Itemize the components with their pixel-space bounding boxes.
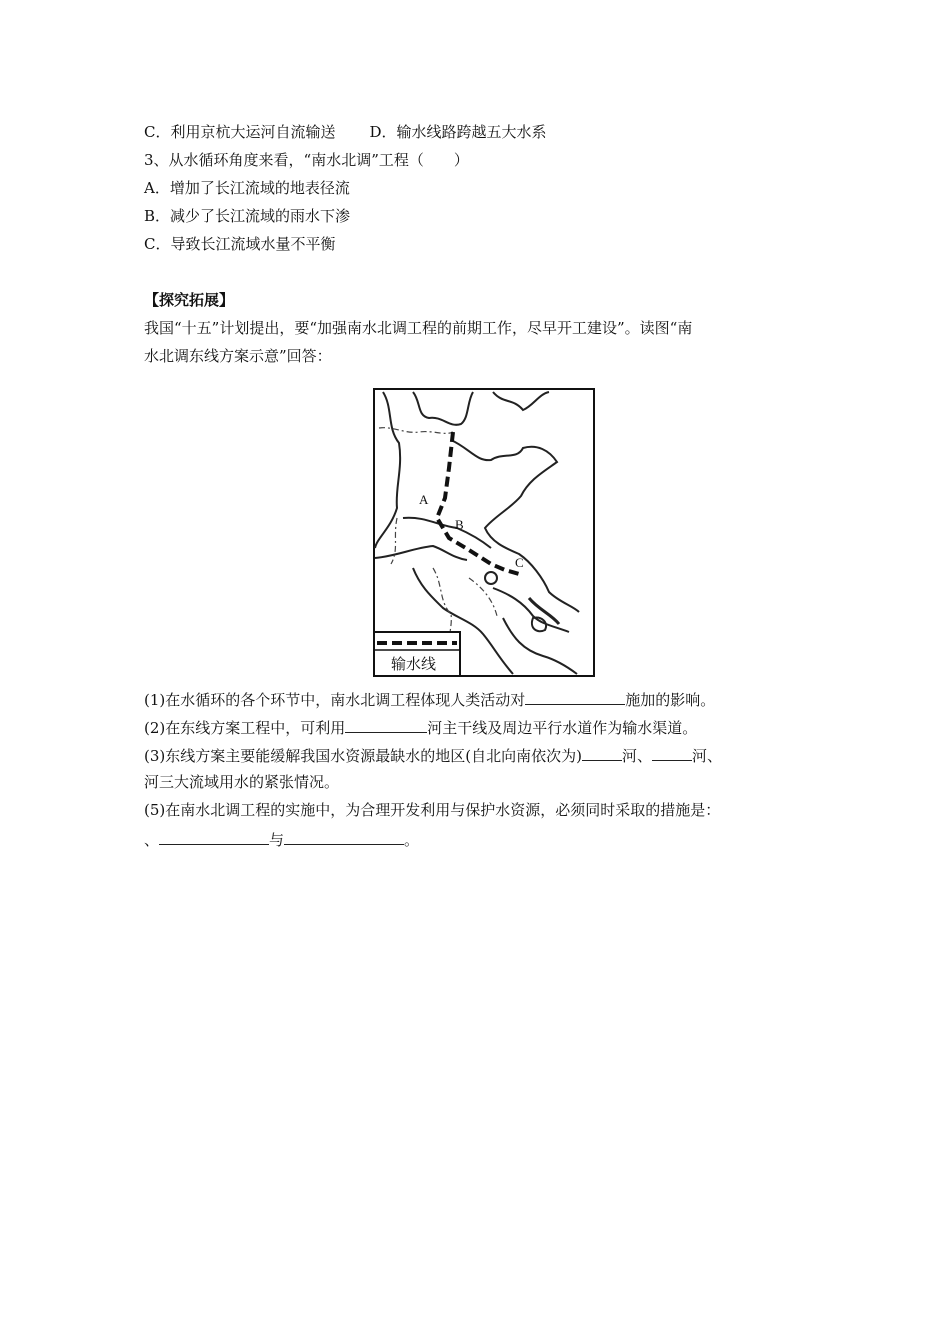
q2-blank[interactable]: [345, 716, 427, 733]
question-2: (2)在东线方案工程中，可利用 河主干线及周边平行水道作为输水渠道。: [144, 716, 697, 738]
q3-option-b: B．减少了长江流域的雨水下渗: [144, 207, 351, 225]
q2-options-row: [144, 122, 547, 142]
q3-option-a: A．增加了长江流域的地表径流: [144, 179, 350, 197]
question-5-line-1: (5)在南水北调工程的实施中，为合理开发利用与保护水资源，必须同时采取的措施是：: [144, 801, 721, 819]
east-route-map: [373, 388, 595, 677]
map-legend: [374, 632, 460, 676]
map-label-c: C: [515, 555, 524, 570]
q3-option-c: C．导致长江流域水量不平衡: [144, 235, 336, 253]
q5-blank-2[interactable]: [284, 828, 404, 845]
q3-blank-2[interactable]: [652, 744, 692, 761]
question-1: (1)在水循环的各个环节中，南水北调工程体现人类活动对 施加的影响。: [144, 688, 715, 710]
question-5-line-2: 、 与 。: [144, 828, 419, 850]
intro-line-1: 我国“十五”计划提出，要“加强南水北调工程的前期工作，尽早开工建设”。读图“南: [144, 319, 693, 337]
legend-label: 输水线: [391, 655, 437, 673]
q3-stem: 3、从水循环角度来看，“南水北调”工程（ ）: [144, 151, 469, 169]
q5-blank-1[interactable]: [159, 828, 269, 845]
q2-option-d: D．输水线路跨越五大水系: [369, 123, 547, 141]
q3-blank-1[interactable]: [582, 744, 622, 761]
section-title: 【探究拓展】: [144, 291, 235, 309]
map-label-a: A: [419, 492, 429, 507]
question-3-line-2: 河三大流域用水的紧张情况。: [144, 773, 340, 791]
q1-blank[interactable]: [525, 688, 625, 705]
intro-line-2: 水北调东线方案示意”回答：: [144, 347, 332, 365]
question-3-line-1: (3)东线方案主要能缓解我国水资源最缺水的地区(自北向南依次为) 河、 河、: [144, 744, 722, 766]
map-label-b: B: [455, 517, 464, 532]
q2-option-c: C．利用京杭大运河自流输送: [144, 123, 336, 141]
